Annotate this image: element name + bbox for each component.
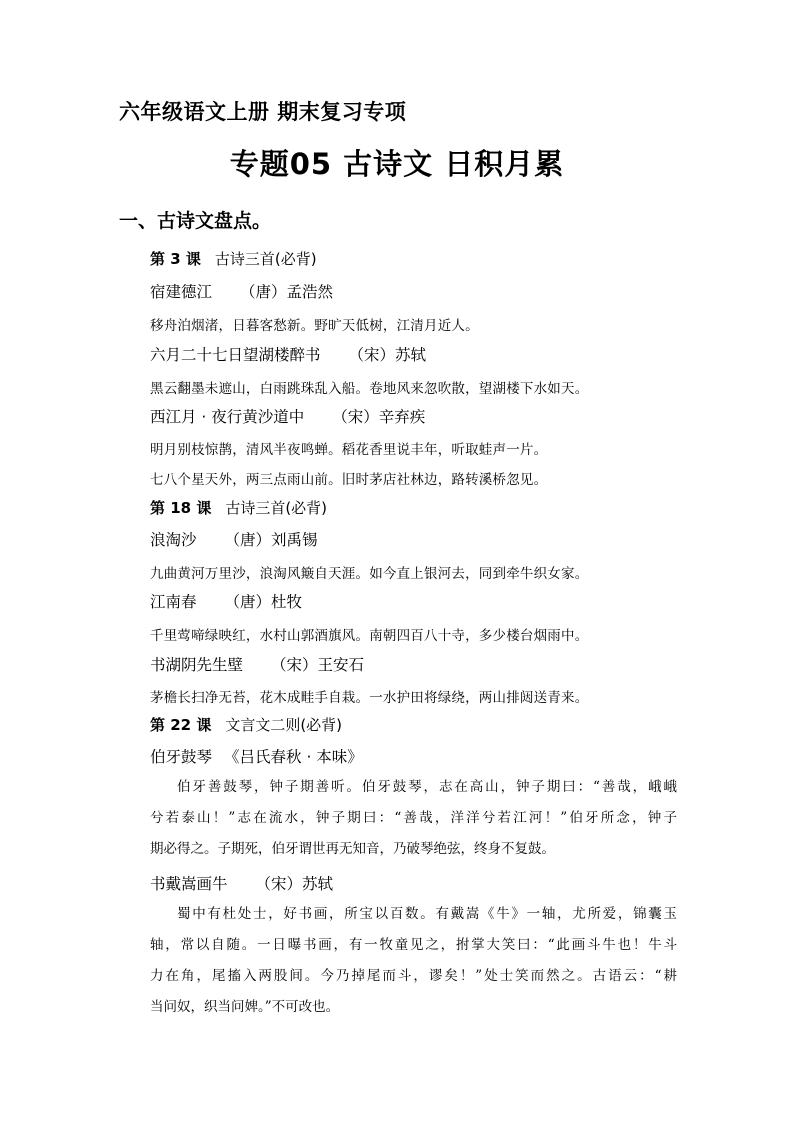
- poem-title-wanghulou: [150, 343, 426, 365]
- paragraph-line: 兮若泰山！”志在流水，钟子期曰：“善哉，洋洋兮若江河！”伯牙所念，钟子: [150, 810, 677, 826]
- poem-name: 宿建德江: [150, 283, 213, 301]
- poem-author: （唐）杜牧: [224, 593, 303, 611]
- poem-author: （唐）孟浩然: [240, 283, 334, 301]
- text-title-boyaguqin: [150, 745, 363, 767]
- top-title: 六年级语文上册 期末复习专项: [119, 100, 407, 124]
- poem-title-shuhuyin: [150, 653, 364, 675]
- poem-title-jiangnanchun: [150, 590, 302, 612]
- poem-author: （宋）苏轼: [348, 346, 427, 364]
- lesson-label: 第 22 课: [150, 716, 212, 734]
- text-source: 《吕氏春秋 · 本味》: [224, 748, 363, 766]
- lesson-subtitle: 古诗三首(必背): [214, 250, 317, 268]
- poem-title-sujiandejiang: [150, 280, 333, 302]
- paragraph-line: 当问奴，织当问婢。”不可改也。: [150, 999, 340, 1015]
- text-author: （宋）苏轼: [255, 875, 334, 893]
- lesson-18-heading: [150, 497, 327, 518]
- paragraph-line: 期必得之。子期死，伯牙谓世再无知音，乃破琴绝弦，终身不复鼓。: [150, 841, 555, 857]
- lesson-subtitle: 古诗三首(必背): [225, 499, 328, 517]
- poem-verse: 茅檐长扫净无苔，花木成畦手自栽。一水护田将绿绕，两山排闼送青来。: [150, 690, 589, 706]
- poem-author: （宋）王安石: [271, 656, 365, 674]
- paragraph-line: 轴，常以自随。一日曝书画，有一牧童见之，拊掌大笑曰：“此画斗牛也！牛斗: [150, 937, 677, 953]
- poem-author: （唐）刘禹锡: [224, 531, 318, 549]
- poem-verse: 七八个星天外，两三点雨山前。旧时茅店社林边，路转溪桥忽见。: [150, 472, 548, 488]
- text-title-daisonghuaniu: [150, 872, 333, 894]
- poem-verse: 黑云翻墨未遮山，白雨跳珠乱入船。卷地风来忽吹散，望湖楼下水如天。: [150, 381, 589, 397]
- paragraph-line: 蜀中有杜处士，好书画，所宝以百数。有戴嵩《牛》一轴，尤所爱，锦囊玉: [177, 906, 677, 922]
- section-heading: 一、古诗文盘点。: [119, 210, 272, 232]
- poem-name: 西江月 · 夜行黄沙道中: [150, 408, 305, 426]
- poem-verse: 移舟泊烟渚，日暮客愁新。野旷天低树，江清月近人。: [150, 318, 479, 334]
- poem-verse: 千里莺啼绿映红，水村山郭酒旗风。南朝四百八十寺，多少楼台烟雨中。: [150, 628, 589, 644]
- poem-title-xijiangyue: [150, 405, 425, 427]
- poem-name: 浪淘沙: [150, 531, 197, 549]
- lesson-label: 第 3 课: [150, 250, 201, 268]
- lesson-subtitle: 文言文二则(必背): [225, 716, 343, 734]
- paragraph-line: 力在角，尾搐入两股间。今乃掉尾而斗，谬矣！”处士笑而然之。古语云：“耕: [150, 968, 677, 984]
- lesson-3-heading: [150, 248, 317, 269]
- poem-verse: 九曲黄河万里沙，浪淘风簸自天涯。如今直上银河去，同到牵牛织女家。: [150, 566, 589, 582]
- poem-name: 江南春: [150, 593, 197, 611]
- main-title: 专题05 古诗文 日积月累: [229, 147, 565, 181]
- poem-title-langtaosha: [150, 528, 318, 550]
- text-name: 伯牙鼓琴: [150, 748, 213, 766]
- poem-name: 六月二十七日望湖楼醉书: [150, 346, 321, 364]
- classical-text-paragraph: [150, 772, 677, 865]
- text-name: 书戴嵩画牛: [150, 875, 228, 893]
- classical-text-paragraph: [150, 899, 677, 1023]
- poem-verse: 明月别枝惊鹊，清风半夜鸣蝉。稻花香里说丰年，听取蛙声一片。: [150, 442, 548, 458]
- lesson-label: 第 18 课: [150, 499, 212, 517]
- poem-author: （宋）辛弃疾: [332, 408, 426, 426]
- lesson-22-heading: [150, 714, 342, 735]
- poem-name: 书湖阴先生壁: [150, 656, 244, 674]
- paragraph-line: 伯牙善鼓琴，钟子期善听。伯牙鼓琴，志在高山，钟子期曰：“善哉，峨峨: [177, 779, 677, 795]
